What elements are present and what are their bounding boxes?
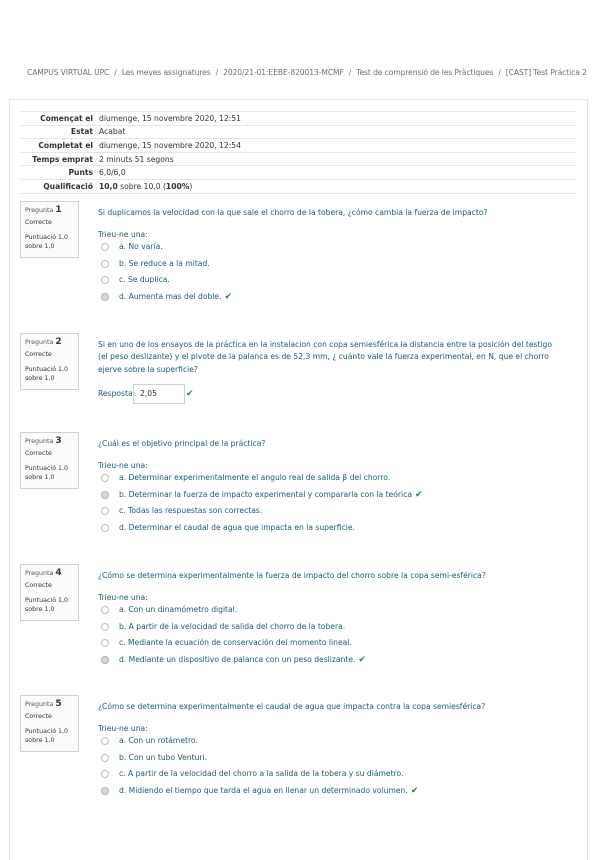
radio-button-selected[interactable]	[101, 787, 109, 795]
question-grade: Puntuació 1,0 sobre 1,0	[25, 234, 69, 250]
question-info	[20, 333, 79, 390]
option-label: d. Determinar el caudal de agua que impacta en la superficie.	[119, 522, 355, 532]
question-number	[25, 336, 78, 349]
answer-option[interactable]	[98, 470, 558, 487]
option-label: c. Se duplica.	[119, 275, 170, 285]
radio-button[interactable]	[101, 737, 109, 745]
summary-label: Començat el	[20, 112, 96, 126]
breadcrumb-course[interactable]: 2020/21-01:EEBE-820013-MCMF	[223, 68, 344, 77]
check-icon: ✔	[358, 654, 366, 665]
question-info	[20, 695, 79, 752]
grade-close: )	[189, 181, 193, 191]
question-text: Si duplicamos la velocidad con la que sale el chorro de la tobera, ¿cómo cambia la fuerza de impacto?	[98, 208, 488, 217]
choose-one-prompt: Trieu-ne una:	[98, 230, 148, 240]
summary-grade	[96, 179, 576, 193]
breadcrumb-separator: /	[215, 68, 219, 77]
answer-option-selected[interactable]	[98, 487, 558, 504]
option-label	[119, 783, 418, 800]
summary-row	[20, 152, 576, 166]
breadcrumb-campus[interactable]: CAMPUS VIRTUAL UPC	[27, 68, 110, 77]
breadcrumb-separator: /	[114, 68, 117, 77]
radio-button-selected[interactable]	[101, 491, 109, 499]
answer-option-selected[interactable]	[98, 289, 558, 306]
option-label: c. A partir de la velocidad del chorro a la salida de la tobera y su diámetro.	[119, 769, 404, 779]
option-text: b. Determinar la fuerza de impacto experimental y compararla con la teórica	[119, 489, 412, 499]
attempt-summary-table	[20, 111, 576, 194]
option-label: b. A partir de la velocidad de salida del chorro de la tobera.	[119, 621, 346, 631]
summary-value: Acabat	[96, 125, 576, 139]
question-number	[25, 204, 78, 217]
answer-option[interactable]	[98, 766, 558, 783]
question-word: Pregunta	[25, 701, 54, 708]
question-text: ¿Cuál es el objetivo principal de la práctica?	[98, 439, 266, 448]
question-number	[25, 698, 78, 711]
question-content	[98, 339, 558, 404]
question-number-value: 3	[55, 436, 62, 446]
option-text: d. Mediante un dispositivo de palanca con un peso deslizante.	[119, 654, 356, 664]
choose-one-prompt: Trieu-ne una:	[98, 461, 148, 471]
question-content	[98, 570, 558, 668]
summary-row	[20, 179, 576, 193]
option-label	[119, 289, 232, 306]
summary-value: 2 minuts 51 segons	[96, 152, 576, 166]
question-word: Pregunta	[25, 339, 54, 346]
answer-option[interactable]	[98, 750, 558, 767]
question-grade: Puntuació 1,0 sobre 1,0	[25, 366, 69, 382]
answer-option[interactable]	[98, 272, 558, 289]
question-state: Correcte	[25, 219, 52, 226]
question-number-value: 5	[55, 699, 62, 709]
question-text: ¿Cómo se determina experimentalmente el caudal de agua que impacta contra la copa semiesférica?	[98, 702, 486, 711]
answer-option[interactable]	[98, 635, 558, 652]
radio-button-selected[interactable]	[101, 293, 109, 301]
option-label: c. Mediante la ecuación de conservación del momento lineal.	[119, 638, 352, 648]
question-info	[20, 201, 79, 258]
choose-one-prompt: Trieu-ne una:	[98, 593, 148, 603]
radio-button-selected[interactable]	[101, 656, 109, 664]
summary-label: Completat el	[20, 139, 96, 153]
grade-out-of: sobre 10,0 (	[120, 181, 166, 191]
answer-option-selected[interactable]	[98, 783, 558, 800]
summary-row	[20, 139, 576, 153]
answer-option[interactable]	[98, 239, 558, 256]
answer-option[interactable]	[98, 520, 558, 537]
question-number-value: 2	[55, 337, 62, 347]
answer-input[interactable]: 2,05	[133, 384, 185, 404]
option-label: a. Con un dinamómetro digital.	[119, 605, 238, 615]
option-text: d. Midiendo el tiempo que tarda el agua en llenar un determinado volumen.	[119, 785, 408, 795]
question-content	[98, 701, 558, 799]
radio-button[interactable]	[101, 474, 109, 482]
summary-label: Qualificació	[20, 179, 96, 193]
radio-button[interactable]	[101, 260, 109, 268]
summary-value: diumenge, 15 novembre 2020, 12:54	[96, 139, 576, 153]
answer-row	[98, 384, 558, 404]
breadcrumb-current-test[interactable]: [CAST] Test Práctica 2	[505, 68, 587, 77]
summary-label: Temps emprat	[20, 152, 96, 166]
breadcrumb-my-courses[interactable]: Les meves assignatures	[121, 68, 211, 77]
option-label: b. Con un tubo Venturi.	[119, 752, 208, 762]
grade-percent: 100%	[165, 181, 190, 191]
answer-option[interactable]	[98, 256, 558, 273]
option-label: b. Se reduce a la mitad.	[119, 258, 210, 268]
question-content	[98, 438, 558, 536]
summary-row	[20, 166, 576, 180]
question-state: Correcte	[25, 582, 52, 589]
summary-value: diumenge, 15 novembre 2020, 12:51	[96, 112, 576, 126]
question-state: Correcte	[25, 351, 52, 358]
check-icon: ✔	[410, 785, 419, 796]
radio-button[interactable]	[101, 243, 109, 251]
summary-row	[20, 112, 576, 126]
answer-option[interactable]	[98, 503, 558, 520]
option-label: a. No varía.	[119, 242, 163, 252]
radio-button[interactable]	[101, 507, 109, 515]
question-number	[25, 567, 78, 580]
summary-label: Punts	[20, 166, 96, 180]
question-state: Correcte	[25, 713, 52, 720]
radio-button[interactable]	[101, 606, 109, 614]
check-icon: ✔	[414, 489, 423, 500]
question-grade: Puntuació 1,0 sobre 1,0	[25, 728, 69, 744]
radio-button[interactable]	[101, 524, 109, 532]
answer-option[interactable]	[98, 619, 558, 636]
radio-button[interactable]	[101, 639, 109, 647]
grade-value: 10,0	[99, 181, 118, 191]
check-icon: ✔	[186, 389, 194, 400]
question-content	[98, 207, 558, 305]
question-word: Pregunta	[25, 207, 54, 214]
option-label: a. Determinar experimentalmente el angulo real de salida β del chorro.	[119, 473, 391, 483]
question-grade: Puntuació 1,0 sobre 1,0	[25, 465, 69, 481]
summary-label: Estat	[20, 125, 96, 139]
question-state: Correcte	[25, 450, 52, 457]
radio-button[interactable]	[101, 770, 109, 778]
summary-value: 6,0/6,0	[96, 166, 576, 180]
option-text: d. Aumenta mas del doble.	[119, 291, 222, 301]
question-info	[20, 564, 79, 621]
summary-row	[20, 125, 576, 139]
choose-one-prompt: Trieu-ne una:	[98, 724, 148, 734]
option-label: c. Todas las respuestas son correctas.	[119, 506, 263, 516]
question-text: Si en uno de los ensayos de la práctica en la instalacion con copa semiesférica la distancia entre la posición del testigo (el peso deslizante) y el pivote de la palanca es de 52,3 mm, ¿ cuánto vale la fuerza experimental, en N, que el chorro ejerve sobre la superficie?	[98, 340, 552, 374]
question-info	[20, 432, 79, 489]
question-word: Pregunta	[25, 438, 54, 445]
breadcrumb-separator: /	[348, 68, 352, 77]
check-icon: ✔	[224, 291, 233, 302]
question-grade: Puntuació 1,0 sobre 1,0	[25, 597, 69, 613]
radio-button[interactable]	[101, 276, 109, 284]
option-label: a. Con un rotámetro.	[119, 736, 198, 746]
question-number	[25, 435, 78, 448]
answer-option[interactable]	[98, 602, 558, 619]
radio-button[interactable]	[101, 623, 109, 631]
question-number-value: 4	[55, 568, 62, 578]
answer-label: Resposta:	[98, 389, 136, 399]
breadcrumb	[27, 68, 587, 77]
question-number-value: 1	[55, 205, 62, 215]
breadcrumb-separator: /	[498, 68, 501, 77]
answer-option[interactable]	[98, 733, 558, 750]
breadcrumb-test-section[interactable]: Test de comprensió de les Pràctiques	[356, 68, 494, 77]
option-label	[119, 652, 366, 669]
answer-option-selected[interactable]	[98, 652, 558, 669]
question-text: ¿Cómo se determina experimentalmente la fuerza de impacto del chorro sobre la copa semi-esférica?	[98, 571, 486, 580]
question-word: Pregunta	[25, 570, 54, 577]
radio-button[interactable]	[101, 754, 109, 762]
option-label	[119, 487, 423, 504]
